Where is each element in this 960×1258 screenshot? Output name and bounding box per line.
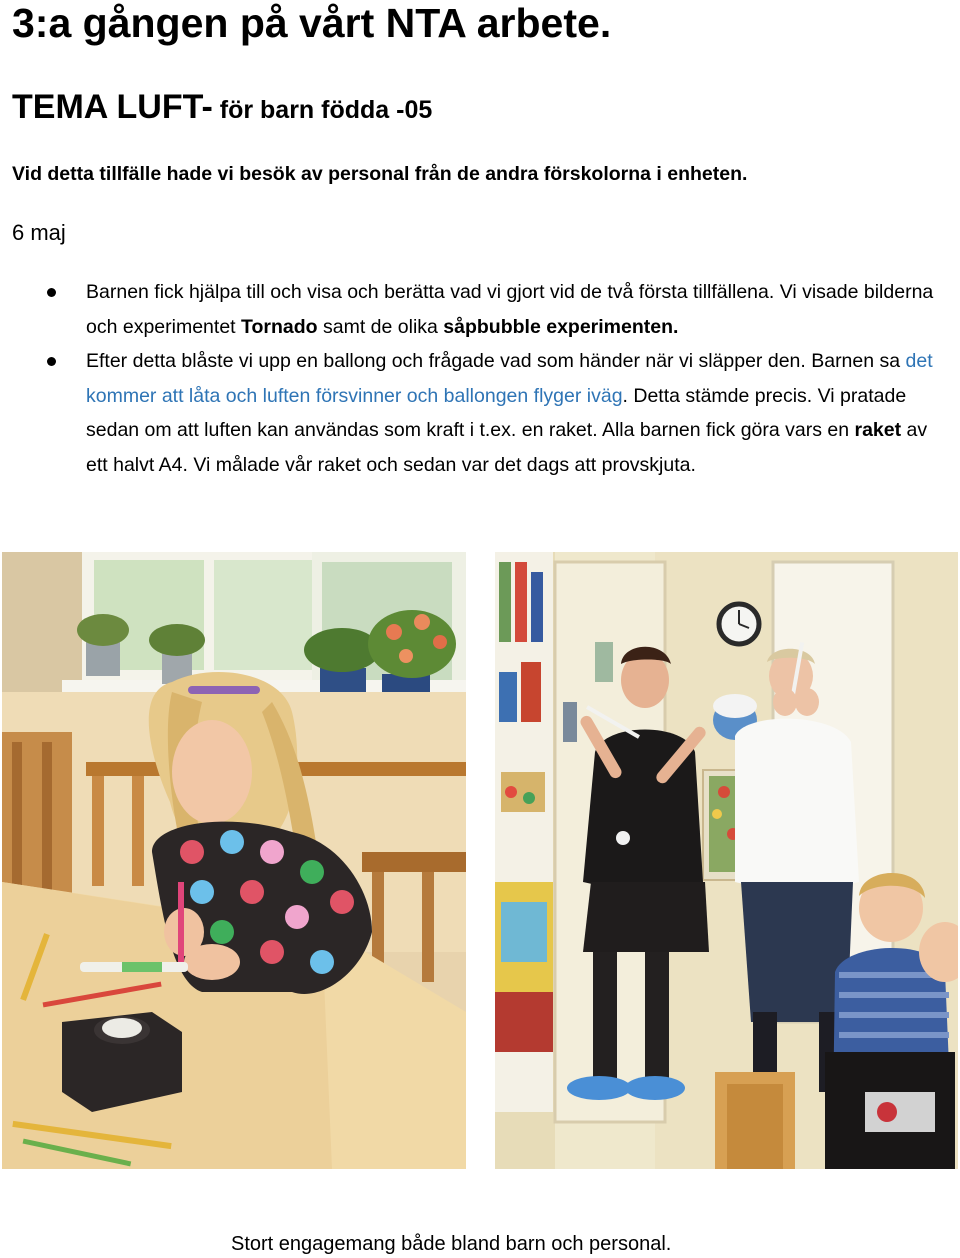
photo-girl-drawing: [2, 552, 466, 1169]
photo-girl-drawing-illustration: [2, 552, 466, 1169]
bold-term-soap-bubble: såpbubble experimenten.: [443, 315, 679, 338]
theme-subtitle: för barn födda -05: [212, 96, 433, 124]
theme-title: TEMA LUFT-: [12, 88, 213, 126]
bold-term-tornado: Tornado: [241, 315, 318, 338]
bullet-text: . Detta stämde precis. Vi pratade sedan om att luften kan användas som kraft i t.ex. en raket. Alla barnen fick göra vars en: [86, 384, 907, 442]
bullet-text: samt de olika: [317, 315, 444, 338]
bullet-text: av ett halvt A4. Vi målade vår raket och sedan var det dags att provskjuta.: [86, 419, 928, 476]
photo-staff-and-children: [495, 552, 958, 1169]
photo-caption: Stort engagemang både bland barn och personal.: [231, 1233, 672, 1255]
children-quote: det kommer att låta och luften försvinner och ballongen flyger iväg: [86, 350, 933, 407]
bullet-icon: [47, 357, 56, 366]
list-item: [86, 344, 946, 482]
bullet-list: [86, 275, 946, 483]
theme-heading: [12, 86, 432, 135]
bold-term-rocket: raket: [854, 419, 902, 442]
page-title: 3:a gången på vårt NTA arbete.: [12, 0, 612, 46]
bullet-text: Efter detta blåste vi upp en ballong och frågade vad som händer när vi släpper den. Barnen sa: [86, 350, 906, 373]
bullet-text: Barnen fick hjälpa till och visa och berätta vad vi gjort vid de två första tillfällena. Vi visade bilderna och experimentet: [86, 281, 934, 338]
photo-staff-and-children-illustration: [495, 552, 958, 1169]
list-item: [86, 275, 946, 344]
bullet-icon: [47, 288, 56, 297]
date-heading: 6 maj: [12, 220, 66, 245]
intro-text: Vid detta tillfälle hade vi besök av personal från de andra förskolorna i enheten.: [12, 163, 748, 185]
